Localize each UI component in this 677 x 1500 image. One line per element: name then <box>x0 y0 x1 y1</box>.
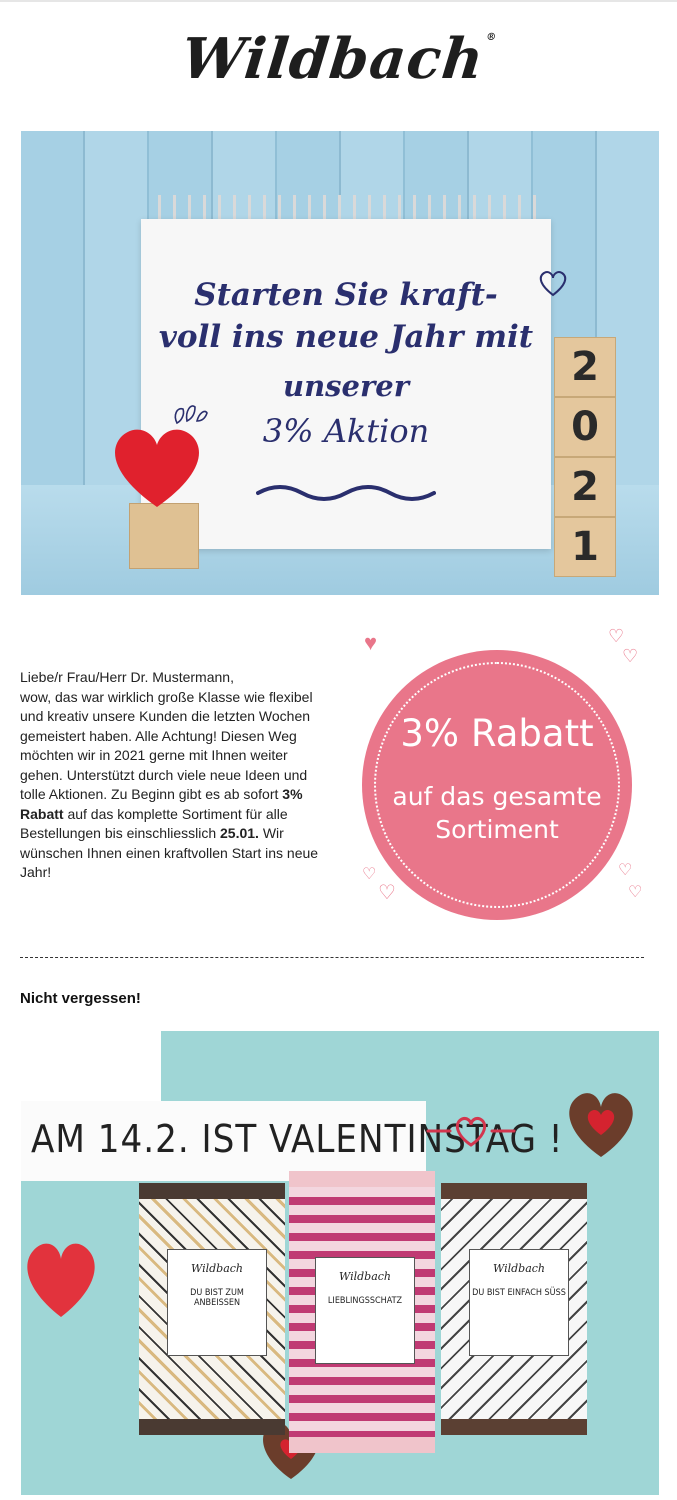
valentine-headline: AM 14.2. IST VALENTINSTAG ! <box>31 1117 564 1161</box>
registered-mark: ® <box>485 32 498 43</box>
chocolate-heart-icon <box>561 1081 641 1161</box>
heart-line-icon <box>426 1111 516 1151</box>
badge-subtitle-line2: Sortiment <box>435 815 559 844</box>
hero-line-2: voll ins neue Jahr mit <box>158 319 534 355</box>
top-border <box>0 0 677 2</box>
discount-badge[interactable] <box>352 620 657 920</box>
pink-heart-icon: ♡ <box>628 884 643 901</box>
pink-heart-icon: ♥ <box>364 630 378 655</box>
red-heart-icon <box>107 421 207 511</box>
bar-label <box>167 1249 267 1356</box>
discount-highlight: 3% Rabatt <box>20 786 303 822</box>
chocolate-bar-2[interactable] <box>289 1171 435 1453</box>
intro-paragraph-cont: auf das komplette Sortiment für alle Bestellungen bis einschliesslich <box>20 805 288 841</box>
wave-decoration-icon <box>256 481 436 505</box>
chocolate-bar-3[interactable] <box>441 1183 587 1435</box>
outline-heart-icon <box>536 269 570 297</box>
logo-text: Wildbach <box>178 26 488 92</box>
brand-logo[interactable] <box>179 26 499 92</box>
year-cube-4: 1 <box>554 517 616 577</box>
chocolate-bar-1[interactable] <box>139 1183 285 1435</box>
year-cube-2: 0 <box>554 397 616 457</box>
bar-brand: Wildbach <box>338 1270 392 1283</box>
pink-heart-icon: ♡ <box>362 866 377 883</box>
intro-text <box>20 668 330 883</box>
bar-brand: Wildbach <box>190 1262 244 1275</box>
badge-title: 3% Rabatt <box>400 712 594 755</box>
hero-line-4: 3% Aktion <box>262 412 430 450</box>
year-cube-3: 2 <box>554 457 616 517</box>
intro-closing: Wir wünschen Ihnen einen kraftvollen Start ins neue Jahr! <box>20 825 319 880</box>
reminder-heading: Nicht vergessen! <box>20 990 141 1007</box>
salutation: Liebe/r Frau/Herr Dr. Mustermann, <box>20 669 234 685</box>
badge-subtitle-line1: auf das gesamte <box>392 782 602 811</box>
pink-heart-icon: ♡ <box>378 882 396 904</box>
pink-heart-icon: ♡ <box>608 626 625 646</box>
pink-heart-icon: ♡ <box>622 646 639 666</box>
year-cube-1: 2 <box>554 337 616 397</box>
hero-line-3: unserer <box>283 369 409 403</box>
valentine-banner[interactable] <box>21 1031 659 1495</box>
header <box>0 18 677 108</box>
bar-brand: Wildbach <box>492 1262 546 1275</box>
red-heart-icon <box>21 1231 101 1321</box>
bar-label <box>469 1249 569 1356</box>
deadline-date: 25.01. <box>220 825 259 841</box>
bar-label <box>315 1257 415 1364</box>
bar-name: DU BIST ZUM ANBEISSEN <box>190 1288 244 1308</box>
pink-heart-icon: ♡ <box>618 862 633 879</box>
intro-paragraph: wow, das war wirklich große Klasse wie flexibel und kreativ unsere Kunden die letzten Wochen gemeistert haben. Alle Achtung! Diesen Weg möchten wir in 2021 gerne mit Ihnen weiter gehen. Unterstützt durch viele neue Ideen und tolle Aktionen. Zu Beginn gibt es ab sofort <box>20 688 313 802</box>
bar-name: LIEBLINGSSCHATZ <box>327 1296 403 1306</box>
badge-subtitle <box>362 780 632 846</box>
hero-line-1: Starten Sie kraft- <box>194 277 498 313</box>
wooden-block <box>129 503 199 569</box>
dashed-divider <box>20 957 644 958</box>
bar-name: DU BIST EINFACH SÜSS <box>472 1288 566 1298</box>
hero-banner[interactable] <box>21 131 659 595</box>
